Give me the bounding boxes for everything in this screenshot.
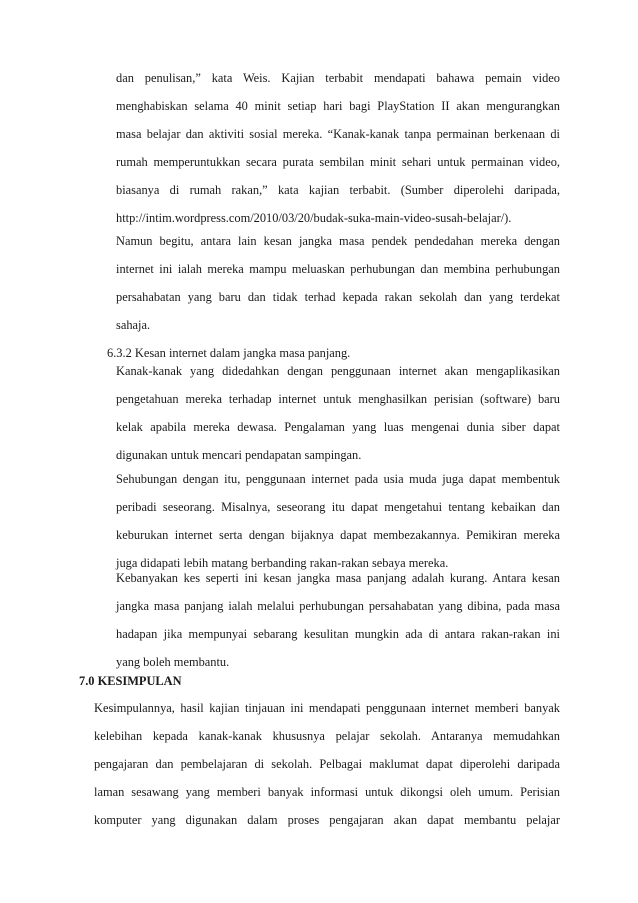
paragraph-friendship: [116, 564, 560, 676]
paragraph-long-term-software: [116, 357, 560, 469]
text-line: internet ini ialah mereka mampu meluaskan perhubungan dan membina perhubungan: [116, 262, 560, 277]
text-line: Kanak-kanak yang didedahkan dengan penggunaan internet akan mengaplikasikan: [116, 364, 560, 378]
text-line: pengajaran dan pembelajaran di sekolah. Pelbagai maklumat dapat diperolehi daripada: [94, 757, 560, 772]
text-line: dan penulisan,” kata Weis. Kajian terbabit mendapati bahawa pemain video: [116, 71, 560, 85]
text-line: kelak apabila mereka dewasa. Pengalaman yang luas mengenai dunia siber dapat: [116, 420, 560, 435]
text-line: persahabatan yang baru dan tidak terhad kepada rakan sekolah dan yang terdekat: [116, 290, 560, 305]
text-line: laman sesawang yang memberi banyak informasi untuk dikongsi oleh umum. Perisian: [94, 785, 560, 800]
paragraph-short-term-effects: [116, 227, 560, 339]
text-line: Kesimpulannya, hasil kajian tinjauan ini mendapati penggunaan internet memberi banyak: [94, 701, 560, 715]
text-line: Sehubungan dengan itu, penggunaan internet pada usia muda juga dapat membentuk: [116, 472, 560, 486]
text-line: Namun begitu, antara lain kesan jangka masa pendek pendedahan mereka dengan: [116, 234, 560, 248]
text-line: keburukan internet serta dengan bijaknya dapat membezakannya. Pemikiran mereka: [116, 528, 560, 543]
text-line: sahaja.: [116, 318, 151, 333]
paragraph-conclusion: [94, 694, 560, 834]
subheading-6-3-2: 6.3.2 Kesan internet dalam jangka masa panjang.: [107, 346, 351, 360]
text-line: masa belajar dan aktiviti sosial mereka. “Kanak-kanak tanpa permainan berkenaan di: [116, 127, 560, 142]
text-line: yang boleh membantu.: [116, 655, 230, 670]
source-url-line: http://intim.wordpress.com/2010/03/20/budak-suka-main-video-susah-belajar/).: [116, 211, 512, 226]
text-line: juga didapati lebih matang berbanding rakan-rakan sebaya mereka.: [116, 556, 449, 571]
text-line: kelebihan kepada kanak-kanak khususnya pelajar sekolah. Antaranya memudahkan: [94, 729, 560, 744]
text-line: komputer yang digunakan dalam proses pengajaran akan dapat membantu pelajar: [94, 813, 560, 828]
paragraph-personality: [116, 465, 560, 577]
text-line: Kebanyakan kes seperti ini kesan jangka masa panjang adalah kurang. Antara kesan: [116, 571, 560, 585]
text-line: jangka masa panjang ialah melalui perhubungan persahabatan yang dibina, pada masa: [116, 599, 560, 614]
text-line: menghabiskan selama 40 minit setiap hari bagi PlayStation II akan mengurangkan: [116, 99, 560, 114]
text-line: biasanya di rumah rakan,” kata kajian terbabit. (Sumber diperolehi daripada,: [116, 183, 560, 198]
text-line: hadapan jika mempunyai sebarang kesulitan mungkin ada di antara rakan-rakan ini: [116, 627, 560, 642]
text-line: digunakan untuk mencari pendapatan sampingan.: [116, 448, 362, 463]
text-line: peribadi seseorang. Misalnya, seseorang itu dapat mengetahui tentang kebaikan dan: [116, 500, 560, 515]
section-heading-conclusion: 7.0 KESIMPULAN: [79, 674, 182, 688]
text-line: rumah memperuntukkan secara purata sembilan minit sehari untuk permainan video,: [116, 155, 560, 170]
text-line: pengetahuan mereka terhadap internet untuk menghasilkan perisian (software) baru: [116, 392, 560, 407]
paragraph-weis-study: [116, 64, 560, 233]
